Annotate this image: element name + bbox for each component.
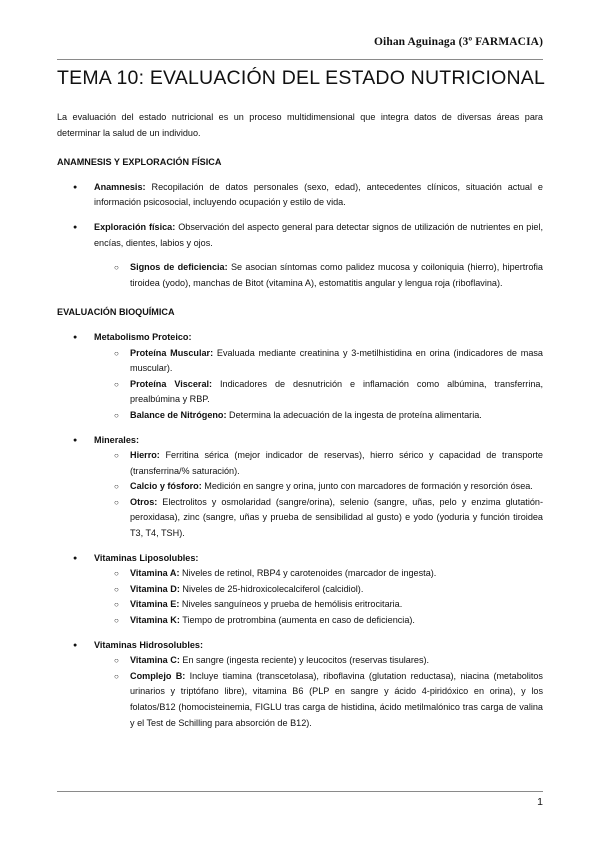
item-label: Hierro:: [130, 450, 160, 461]
item-label: Anamnesis:: [94, 181, 146, 192]
item-text: Recopilación de datos personales (sexo, edad), antecedentes clínicos, situación actual e información psicosocial, incluyendo ocupación y estilo de vida.: [94, 181, 543, 208]
item-label: Balance de Nitrógeno:: [130, 409, 227, 420]
group-metabolismo-proteico: [57, 330, 543, 424]
sub-list-item: [94, 582, 543, 598]
group-title: Vitaminas Liposolubles:: [94, 552, 199, 563]
sub-list-item: [94, 260, 543, 291]
sub-list-item: [94, 613, 543, 629]
group-title: Metabolismo Proteico:: [94, 331, 192, 342]
item-label: Vitamina C:: [130, 655, 180, 666]
item-label: Exploración física:: [94, 221, 176, 232]
intro-paragraph: La evaluación del estado nutricional es un proceso multidimensional que integra datos de diversas áreas para determinar la salud de un individuo.: [57, 112, 543, 138]
section-heading-bioquimica: EVALUACIÓN BIOQUÍMICA: [57, 307, 175, 318]
item-label: Vitamina E:: [130, 599, 180, 610]
item-text: Tiempo de protrombina (aumenta en caso de deficiencia).: [179, 615, 415, 626]
section-bioquimica: [57, 305, 543, 731]
page-title: TEMA 10: EVALUACIÓN DEL ESTADO NUTRICIONAL: [57, 67, 546, 89]
sub-list-item: [94, 566, 543, 582]
sub-list: [94, 260, 543, 291]
sub-list: [94, 346, 543, 424]
item-label: Calcio y fósforo:: [130, 481, 202, 492]
sub-list: [94, 566, 543, 628]
bioquimica-list: [57, 330, 543, 731]
sub-list-item: [94, 479, 543, 495]
item-label: Vitamina K:: [130, 615, 180, 626]
footer-divider: [57, 791, 543, 792]
sub-list-item: [94, 408, 543, 424]
item-text: Incluye tiamina (transcetolasa), riboflavina (glutation reductasa), niacina (metabolitos urinarios y triptófano libre), vitamina B6 (PLP en sangre y ácido 4-piridóxico en orina), y los folatos/B12 (homocisteinemia, FIGLU tras carga de histidina, ácido metilmalónico tras carga de valina y el Test de Schilling para absorción de B12).: [130, 670, 543, 728]
sub-list: [94, 448, 543, 542]
header-divider: [57, 59, 543, 60]
item-label: Signos de deficiencia:: [130, 262, 228, 273]
item-text: Se asocian síntomas como palidez mucosa y coiloniquia (hierro), hipertrofia tiroidea (yodo), manchas de Bitot (vitamina A), estomatitis angular y lengua roja (riboflavina).: [130, 262, 543, 288]
group-minerales: [57, 433, 543, 542]
item-text: Ferritina sérica (mejor indicador de reservas), hierro sérico y capacidad de transporte (transferrina/% saturación).: [130, 450, 543, 476]
list-item: [57, 220, 543, 291]
item-text: En sangre (ingesta reciente) y leucocitos (reservas tisulares).: [179, 655, 430, 666]
item-label: Proteína Muscular:: [130, 347, 214, 358]
item-text: Evaluada mediante creatinina y 3-metilhistidina en orina (indicadores de masa muscular).: [130, 347, 543, 374]
group-vitaminas-hidrosolubles: [57, 638, 543, 732]
list-item: [57, 180, 543, 211]
group-vitaminas-liposolubles: [57, 551, 543, 629]
item-label: Proteína Visceral:: [130, 378, 213, 389]
item-text: Electrolitos y osmolaridad (sangre/orina), selenio (sangre, uñas, pelo y enzima glutatión-peroxidasa), zinc (sangre, uñas y prueba de sensibilidad al gusto) e yodo (yoduria y función tiroidea T3, T4, TSH).: [130, 496, 543, 539]
item-text: Niveles de retinol, RBP4 y carotenoides (marcador de ingesta).: [179, 568, 437, 579]
item-text: Determina la adecuación de la ingesta de proteína alimentaria.: [226, 409, 482, 420]
anamnesis-list: [57, 180, 543, 292]
item-text: Observación del aspecto general para detectar signos de utilización de nutrientes en piel, encías, dientes, labios y ojos.: [94, 221, 543, 248]
header-author: Oihan Aguinaga (3º FARMACIA): [374, 36, 543, 48]
sub-list-item: [94, 597, 543, 613]
group-title: Minerales:: [94, 434, 139, 445]
sub-list-item: [94, 669, 543, 731]
section-anamnesis: [57, 155, 543, 291]
group-title: Vitaminas Hidrosolubles:: [94, 639, 203, 650]
page-number: 1: [537, 796, 543, 808]
item-label: Complejo B:: [130, 670, 186, 681]
item-text: Niveles de 25-hidroxicolecalciferol (calcidiol).: [179, 583, 364, 594]
item-label: Vitamina A:: [130, 568, 180, 579]
sub-list-item: [94, 495, 543, 542]
section-heading-anamnesis: ANAMNESIS Y EXPLORACIÓN FÍSICA: [57, 157, 222, 168]
item-text: Niveles sanguíneos y prueba de hemólisis eritrocitaria.: [179, 599, 403, 610]
document-body: [57, 110, 543, 731]
sub-list: [94, 653, 543, 731]
sub-list-item: [94, 346, 543, 377]
item-text: Medición en sangre y orina, junto con marcadores de formación y resorción ósea.: [201, 481, 533, 492]
sub-list-item: [94, 653, 543, 669]
item-label: Otros:: [130, 496, 158, 507]
sub-list-item: [94, 377, 543, 408]
sub-list-item: [94, 448, 543, 479]
item-label: Vitamina D:: [130, 583, 180, 594]
item-text: Indicadores de desnutrición e inflamación como albúmina, transferrina, prealbúmina y RBP.: [130, 378, 543, 405]
